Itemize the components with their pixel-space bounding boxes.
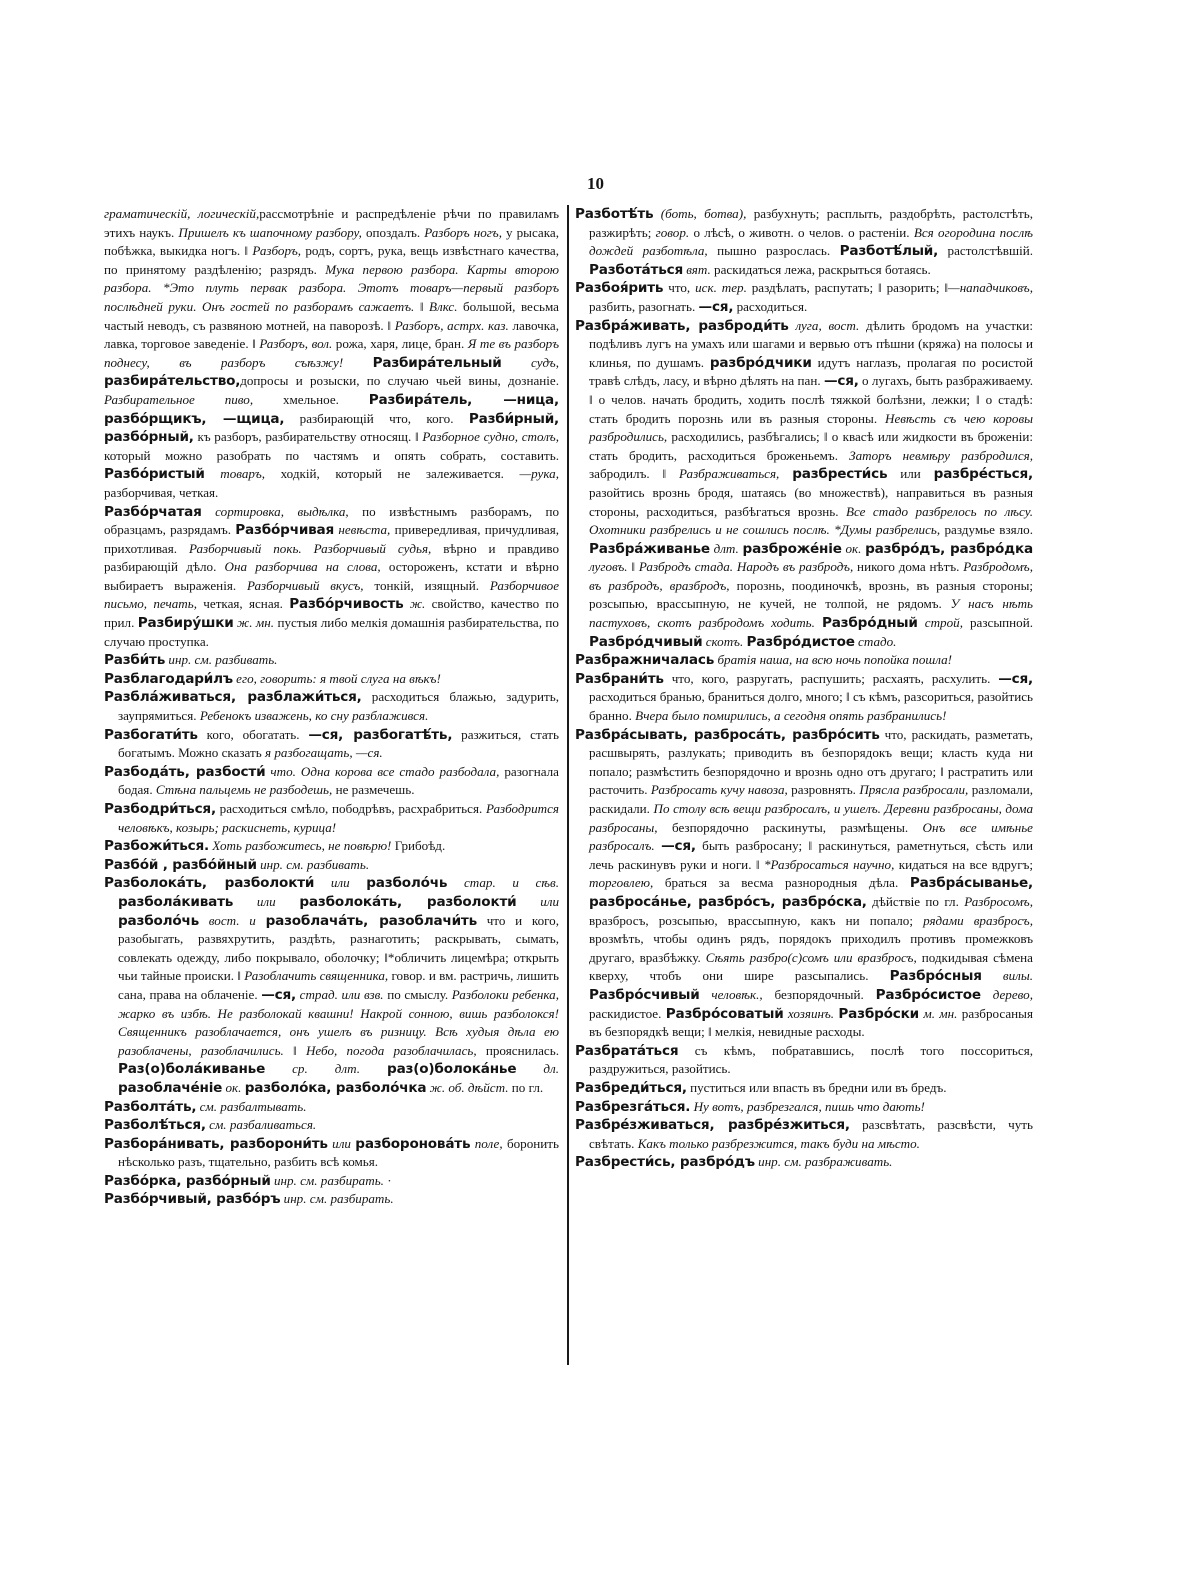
dictionary-entry: Разбожи́ться. Хоть разбожитесь, не повѣрю! Грибоѣд. [104,838,446,855]
dictionary-entry: Разбре́зживаться, разбре́зжиться, разсвѣтать, разсвѣсти, чуть свѣтать. Какъ только разбрезжится, такъ буди на мѣсто. [575,1117,1033,1151]
page-number: 10 [587,174,604,193]
dictionary-entry: Разбора́нивать, разборони́ть или разборонова́ть поле, боронить нѣсколько разъ, тщательно, разбить всѣ комья. [104,1135,559,1170]
dictionary-entry: Разболта́ть, см. разбалтывать. [104,1098,307,1115]
dictionary-entry: Разбла́живаться, разблажи́ться, расходиться блажью, задурить, заупрямиться. Ребенокъ изважень, ко сну разблажився. [104,689,560,724]
dictionary-entry: Разбодри́ться, расходиться смѣло, пободрѣвъ, расхрабриться. Разбодрится человѣкъ, козырь; раскиснеть, курица! [104,801,559,835]
dictionary-entry: Разби́ть инр. см. разбивать. [104,652,278,669]
dictionary-entry: Разбо́рка, разбо́рный инр. см. разбирать. · [104,1172,392,1189]
dictionary-entry: Разбо́рчатая сортировка, выдѣлка, по извѣстнымъ разборамъ, по образцамъ, разрядамъ. Разбо́рчивая невѣста, привередливая, причудливая, прихотливая. Разборчивый покь. Разборчивый судья, вѣрно и правдиво разбирающій дѣло. Она разборчива на слова, остороженъ, кстати и вѣрно выбираетъ выраженія. Разборчивый вкусъ, тонкій, изящный. Разборчивое письмо, печать, четкая, ясная. Разбо́рчивость ж. свойство, качество по прил. Разбиру́шки ж. мн. пустыя либо мелкія домашнія разбирательства, по случаю проступка. [104,503,560,649]
dictionary-entry: Разбражничалась братія наша, на всю ночь попойка пошла! [575,652,953,669]
dictionary-entry: Разболѣ́ться, см. разбаливаться. [104,1117,317,1134]
dictionary-entry: Разбогати́ть кого, обогатать. —ся, разбогатѣ́ть, разжиться, стать богатымъ. Можно сказать я разбогащать, —ся. [104,726,559,761]
dictionary-entry: Разботѣ́ть (боть, ботва), разбухнуть; расплыть, раздобрѣть, растолстѣть, разжирѣть; говор. о лѣсѣ, о животн. о челов. о растеніи. Вся огородина послѣ дождей разботѣла, пышно разрослась. Разботѣ́лый, растолстѣвшій. Разбота́ться вят. раскидаться лежа, раскрыться ботаясь. [575,206,1033,278]
dictionary-entry: Разбо́рчивый, разбо́ръ инр. см. разбирать. [104,1191,394,1208]
dictionary-entry: Разбра́живать, разброди́ть луга, вост. дѣлить бродомъ на участки: подѣливъ лугъ на умахъ или шагами и вервью отъ пѣшни (кряжа) на полосы и клинья, по душамъ. разбро́дчики идутъ наглазъ, пролагая по росистой травѣ слѣдъ, ласу, и вѣрно дѣлять на пан. —ся, о лугахъ, быть разбраживаему. ‖ о челов. начать бродить, ходить послѣ тяжкой болѣзни, лежки; ‖ о стадѣ: стать бродить порознь или въ разныя стороны. Невѣсть съ чею коровы разбродились, расходились, разбѣгались; ‖ о квасѣ или жидкости въ броженіи: стать бродить, расходиться броженьемъ. Заторъ невмѣру разбродился, забродилъ. ‖ Разбраживаться, разбрести́сь или разбре́сться, разойтись врознь бродя, шатаясь (во множествѣ), направиться въ разныя стороны, расходиться, разбѣгаться врознь. Все стадо разбрелось по лѣсу. Охотники разбрелись и не сошлись послѣ. *Думы разбрелись, раздумье взяло. Разбра́живанье длт. разброже́ніе ок. разбро́дъ, разбро́дка луговъ. ‖ Разбродъ стада. Народъ въ разбродъ, никого дома нѣтъ. Разбродомъ, въ разбродъ, вразбродъ, порознь, поодиночкѣ, врознь, въ разныя стороны; розсыпью, врассыпную, не кучей, не толпой, не рядомъ. У насъ нѣть пастуховъ, скотъ разбродомъ ходить. Разбро́дный строй, разсыпной. Разбро́дчивый скотъ. Разбро́дистое стадо. [575,317,1034,650]
dictionary-entry: Разбо́й , разбо́йный инр. см. разбивать. [104,856,370,873]
dictionary-entry: Разбода́ть, разбости́ что. Одна корова все стадо разбодала, разогнала бодая. Стѣна пальцемь не разбодешь, не размечешь. [104,763,559,798]
column-divider [567,205,569,1365]
dictionary-entry: Разбра́сывать, разброса́ть, разбро́сить что, раскидать, разметать, расшвырять, разлукать; приводить въ безпорядокъ вещи; класть куда ни попало; размѣстить безпорядочно и врознь одно отъ другаго; ‖ растратить или расточить. Разбросать кучу навоза, разровнять. Прясла разбросали, разломали, раскидали. По столу всѣ вещи разбросалъ, и ушелъ. Деревни разбросаны, дома разбросаны, безпорядочно раскинуты, размѣщены. Онъ все имѣнье разбросалъ. —ся, быть разбросану; ‖ раскинуться, раметнуться, сѣсть или лечь раскинувъ руки и ноги. ‖ *Разбросаться научно, кидаться на все вдругъ; торговлею, браться за весма разнородныя дѣла. Разбра́сыванье, разброса́нье, разбро́съ, разбро́ска, дѣйствіе по гл. Разбросомъ, вразбросъ, розсыпью, врассыпную, какъ ни попало; рядами вразбросъ, врозмѣть, чтобы одинъ рядъ, порядокъ приходилъ противъ промежковъ другаго, вразбѣжку. Сѣять разбро(с)сомъ или вразбросъ, подкидывая сѣмена кверху, чтобъ они шире разсыпались. Разбро́сныя вилы. Разбро́счивый человѣк., безпорядочный. Разбро́систое дерево, раскидистое. Разбро́соватый хозяинъ. Разбро́ски м. мн. разбросаныя въ безпорядкѣ вещи; ‖ мелкія, невидные расходы. [575,726,1034,1040]
dictionary-entry: Разбоя́рить что, иск. тер. раздѣлать, распутать; ‖ разорить; ‖—нападчиковъ, разбить, разогнать. —ся, расходиться. [575,280,1033,315]
dictionary-entry: Разбреди́ться, пуститься или впасть въ бредни или въ бредъ. [575,1079,947,1096]
dictionary-entry: Разбрани́ть что, кого, разругать, распушить; расхаять, расхулить. —ся, расходиться бранью, браниться долго, много; ‖ съ кѣмъ, разсориться, разойтись бранно. Вчера было помирились, а сегодня опять разбранились! [575,670,1033,724]
dictionary-entry: Разбрата́ться съ кѣмъ, побратавшись, послѣ того поссориться, раздружиться, разойтись. [575,1042,1033,1077]
dictionary-entry: Разболока́ть, разболокти́ или разболо́чь стар. и сѣв. разбола́кивать или разболока́ть, разболокти́ или разболо́чь вост. и разоблача́ть, разоблачи́ть что и кого, разобыгать, развяхрутить, раздѣть, разнаготить; раскрывать, сымать, совлекать одежду, либо покрывало, оболочку; ‖*обличить лицемѣра; открыть чьи тайные происки. ‖ Разоблачить священника, говор. и вм. растричь, лишить сана, права на облаченіе. —ся, страд. или взв. по смыслу. Разболоки ребенка, жарко въ избѣ. Не разболокай квашни! Накрой сонною, вишь разболокся! Священникъ разоблачается, онъ ушелъ въ ризницу. Всѣ худыя дѣла ею разоблачены, разоблачились. ‖ Небо, погода разоблачилась, прояснилась. Раз(о)бола́киванье ср. длт. раз(о)болока́нье дл. разоблаче́ніе ок. разболо́ка, разболо́чка ж. об. дѣйст. по гл. [104,875,560,1096]
dictionary-entry: граматическій, логическій,рассмотрѣніе и распредѣленіе рѣчи по правиламъ этихъ наукъ. Пришелъ къ шапочному разбору, опоздалъ. Разборъ ногъ, у рысака, побѣжка, выкидка ногъ. ‖ Разборъ, родъ, сортъ, рука, вещь извѣстнаго качества, по принятому раздѣленію; разрядъ. Мука первою разбора. Карты второю разбора. *Это плуть первак разбора. Этотъ товаръ—первый разборъ послѣдней руки. Онъ гостей по разборамъ сажаетъ. ‖ Влкс. большой, весьма частый неводъ, съ развяною мотней, на паворозѣ. ‖ Разборъ, астрх. каз. лавочка, лавка, торговое заведеніе. ‖ Разборъ, вол. рожа, харя, лице, бран. Я те въ разборъ поднесу, въ разборъ съѣзжу! Разбира́тельный судъ, разбира́тельство,допросы и розыски, по случаю чьей вины, дознаніе. Разбирательное пиво, хмельное. Разбира́тель, —ница, разбо́рщикъ, —щица, разбирающій что, кого. Разби́рный, разбо́рный, къ разборъ, разбирательству относящ. ‖ Разборное судно, столъ, который можно разобрать по частямъ и опять собрать, составить. Разбо́ристый товаръ, ходкій, который не залеживается. —рука, разборчивая, четкая. [104,206,560,500]
right-column [575,205,1033,1172]
dictionary-entry: Разбрезга́ться. Ну вотъ, разбрезгался, пишь что дають! [575,1098,925,1115]
dictionary-entry: Разбрести́сь, разбро́дъ инр. см. разбраживать. [575,1154,893,1171]
left-column [104,205,559,1209]
dictionary-entry: Разблагодари́лъ его, говорить: я твой слуга на вѣкъ! [104,670,441,687]
